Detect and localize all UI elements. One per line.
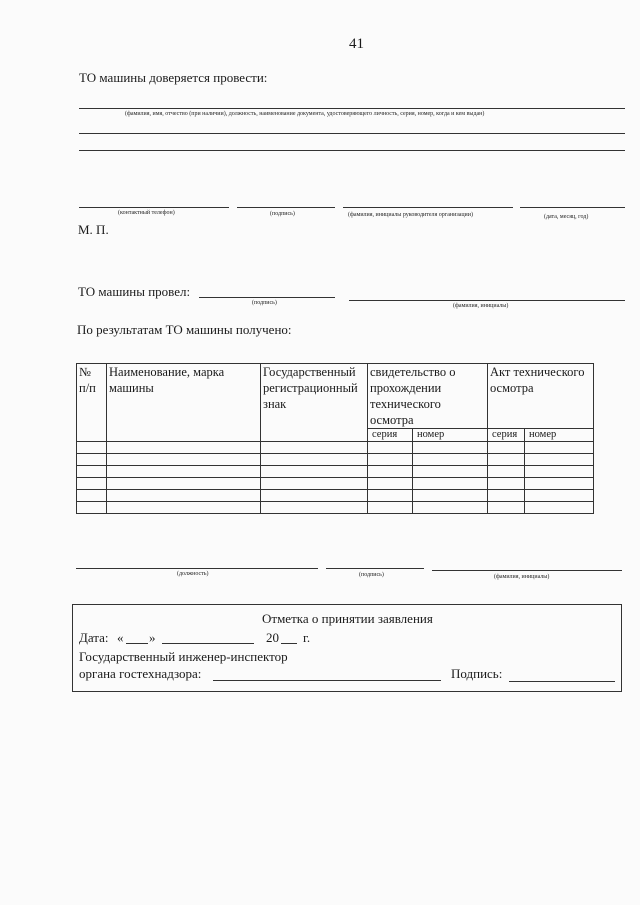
header-certificate: свидетельство о прохождении технического осмотра — [368, 364, 488, 429]
fio-line-3 — [79, 150, 625, 151]
table-row — [77, 454, 594, 466]
header-name: Наименование, марка машины — [107, 364, 261, 442]
conducted-signature-line — [199, 297, 335, 298]
inspector-line-2: органа гостехнадзора: — [79, 666, 202, 681]
conducted-name-line — [349, 300, 625, 301]
date-line — [520, 207, 625, 208]
month-field[interactable] — [162, 643, 254, 644]
contact-phone-caption: (контактный телефон) — [118, 210, 175, 216]
year-prefix: 20 — [266, 630, 279, 645]
table-row — [77, 466, 594, 478]
signature-caption: (подпись) — [270, 211, 295, 217]
year-field[interactable] — [281, 643, 297, 644]
results-table — [76, 363, 594, 514]
table-row — [77, 502, 594, 514]
fio-line — [79, 108, 625, 109]
inspector-line-1: Государственный инженер-инспектор — [79, 649, 288, 664]
inspector-signature-field[interactable] — [509, 681, 615, 682]
acceptance-title: Отметка о принятии заявления — [262, 611, 433, 626]
date-caption: (дата, месяц, год) — [544, 214, 589, 220]
heading-to-conduct: ТО машины доверяется провести: — [79, 70, 268, 85]
signature-label: Подпись: — [451, 666, 503, 681]
conducted-label: ТО машины провел: — [78, 284, 191, 299]
date-close-quote: » — [149, 630, 156, 645]
position-caption: (должность) — [177, 571, 209, 577]
signature-line — [237, 207, 335, 208]
subheader-number-1: номер — [413, 429, 488, 442]
year-suffix: г. — [303, 630, 311, 645]
head-org-line — [343, 207, 513, 208]
head-org-caption: (фамилия, инициалы руководителя организации) — [348, 212, 473, 218]
date-label: Дата: — [79, 630, 109, 645]
bottom-signature-caption: (подпись) — [359, 572, 384, 578]
fio-doc-caption: (фамилия, имя, отчество (при наличии), должность, наименование документа, удостоверяющего личность, серия, номер, когда и кем выдан) — [125, 111, 485, 117]
page-number: 41 — [349, 36, 364, 52]
subheader-series-2: серия — [488, 429, 525, 442]
bottom-name-line — [432, 570, 622, 571]
conducted-signature-caption: (подпись) — [252, 300, 277, 306]
contact-phone-line — [79, 207, 229, 208]
date-open-quote: « — [117, 630, 124, 645]
table-header-row — [77, 364, 594, 429]
header-act: Акт технического осмотра — [488, 364, 594, 429]
table-row — [77, 478, 594, 490]
subheader-number-2: номер — [525, 429, 594, 442]
bottom-name-caption: (фамилия, инициалы) — [494, 574, 550, 580]
conducted-name-caption: (фамилия, инициалы) — [453, 303, 509, 309]
table-row — [77, 442, 594, 454]
header-reg-sign: Государственный регистрационный знак — [261, 364, 368, 442]
results-label: По результатам ТО машины получено: — [77, 322, 292, 337]
inspector-name-field[interactable] — [213, 680, 441, 681]
stamp-label: М. П. — [78, 222, 109, 237]
bottom-signature-line — [326, 568, 424, 569]
table-row — [77, 490, 594, 502]
position-line — [76, 568, 318, 569]
fio-line-2 — [79, 133, 625, 134]
day-field[interactable] — [126, 643, 148, 644]
subheader-series-1: серия — [368, 429, 413, 442]
header-num: № п/п — [77, 364, 107, 442]
